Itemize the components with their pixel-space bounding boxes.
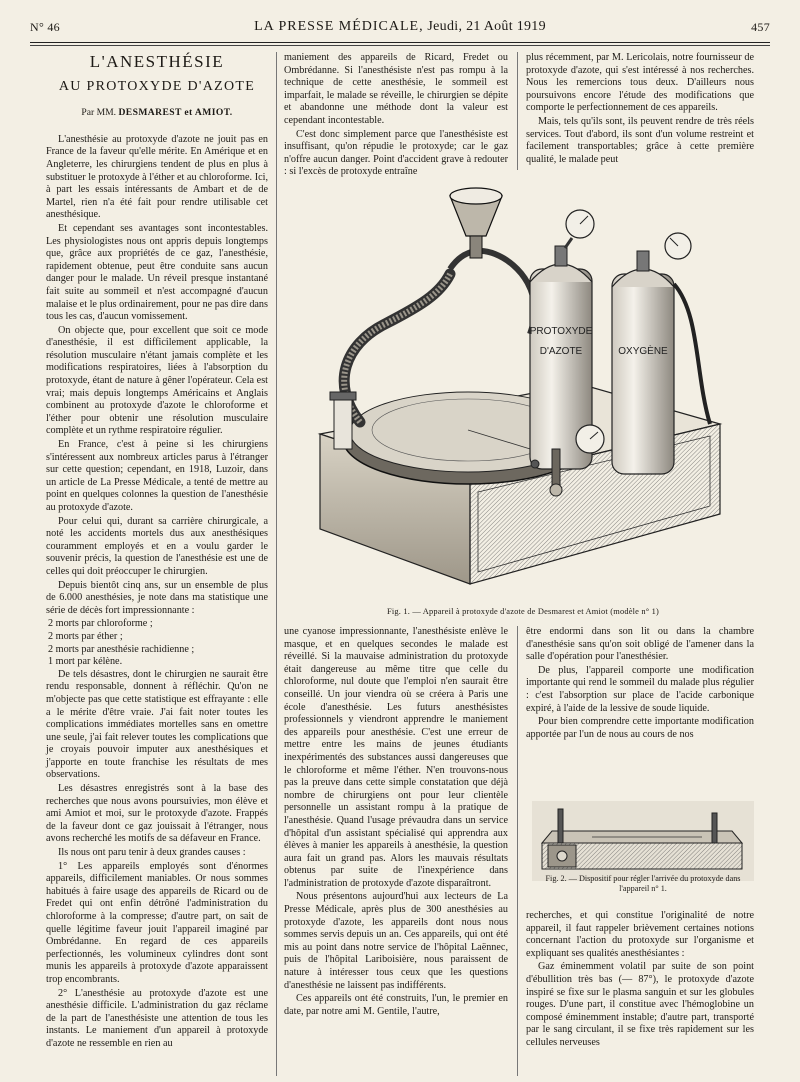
paragraph: recherches, et qui constitue l'originalité de notre appareil, il faut rappeler brièvement certaines notions concernant l'action du protoxyde sur l'organisme et expliquant ses qualités anesthésiantes : bbox=[526, 910, 754, 959]
journal-name: LA PRESSE MÉDICALE, bbox=[254, 19, 424, 34]
paragraph: Mais, tels qu'ils sont, ils peuvent rendre de très réels services. Tout d'abord, ils sont d'un volume restreint et facilement transportables; grâce à cette première qualité, le malade peut bbox=[526, 115, 754, 165]
byline-authors: DESMAREST et AMIOT. bbox=[118, 107, 233, 119]
figure-2-caption: Fig. 2. — Dispositif pour régler l'arrivée du protoxyde dans l'appareil n° 1. bbox=[545, 874, 741, 893]
cylinder-nitrous-shoulder bbox=[530, 264, 592, 282]
page-number: 457 bbox=[751, 20, 770, 34]
column-divider bbox=[276, 52, 277, 1076]
mask-neck bbox=[470, 236, 482, 258]
paragraph: De plus, l'appareil comporte une modification importante qui rend le sommeil du malade plus régulier : c'est l'absorption sur place de l'acide carbonique expiré, à l'aide de la lessive de soude liquide. bbox=[526, 664, 754, 714]
paragraph: C'est donc simplement parce que l'anesthésiste est insuffisant, qu'on répudie le protoxyde; car le gaz n'offre aucun danger. Point d'accident grave à redouter : si l'excès de protoxyde entraîne bbox=[284, 128, 508, 178]
regulator-rod-left bbox=[558, 809, 563, 843]
regulator-dial bbox=[557, 851, 567, 861]
article-title: L'ANESTHÉSIE bbox=[89, 52, 225, 71]
paragraph: L'anesthésie au protoxyde d'azote ne jouit pas en France de la faveur qu'elle mérite. En Amérique et en Angleterre, les chirurgiens tendent de plus en plus à substituer le protoxyde à l'éther et au chloroforme. Ici, à part les essais intéressants de Ambart et de de Martel, rien n'a été fait pour rendre utilisable cet anesthésique. bbox=[46, 133, 268, 221]
paragraph: une cyanose impressionnante, l'anesthésiste enlève le masque, et en quelques secondes le malade est réveillé. Si la mauvaise administration du protoxyde était dangereuse au même titre que celle du chloroforme, nul doute que l'emploi n'en saurait être conseillé. Un jour viendra où se créera à Paris une école d'anesthésie. Les futurs anesthésistes professionnels y viendront apprendre le maniement des appareils pour anesthésie. C'est une erreur de mettre entre les mains de jeunes étudiants inexpérimentés des substances aussi dangereuses que le chloroforme et même l'éther. N'en trouvons-nous pas la preuve dans cette simple constatation que déjà nombre de chirurgiens ont pour leur clientèle personnelle un assistant rompu à la pratique de l'anesthésie. Quand l'usage prévaudra dans un service d'hôpital d'un assistant spécialisé qui apprendra aux élèves à manier les appareils à anesthésie, la question aura fait un grand pas. Alors les mauvais résultats obtenus par suite de l'inexpérience dans l'administration de protoxyde d'azote disparaîtront. bbox=[284, 626, 508, 889]
stat-item: 2 morts par chloroforme ; bbox=[48, 618, 153, 630]
paragraph: Gaz éminemment volatil par suite de son point d'ébullition très bas (— 87°), le protoxyde d'azote inspiré se fixe sur le plasma sanguin et sur les globules rouges. D'une part, il constitue avec l'hémoglobine un composé éminemment instable; d'autre part, transporté par le sang circulant, il se fixe très rapidement sur les cellules nerveuses bbox=[526, 961, 754, 1048]
issue-number: N° 46 bbox=[30, 20, 60, 34]
paragraph: Pour celui qui, durant sa carrière chirurgicale, a noté les accidents mortels dus aux anesthésiques couramment employés et en a voulu garder le souvenir précis, la question de l'anesthésie est une de celles qui doit préoccuper le chirurgien. bbox=[46, 515, 268, 577]
paragraph: De tels désastres, dont le chirurgien ne saurait être rendu responsable, donnent à réfléchir. Qu'on ne m'objecte pas que cette statistique est effrayante : elle a le mérite d'être vraie. J'ai fait noter toutes les complications immédiates mortelles sans en omettre une seule, j'ai fait relever toutes les complications que je croyais pouvoir imputer aux anesthésiques et j'apporte en toute franchise les résultats de mes observations. bbox=[46, 668, 268, 781]
cylinder-label-2: D'AZOTE bbox=[539, 346, 583, 357]
mask-opening bbox=[450, 188, 502, 204]
cylinder-oxygen bbox=[612, 274, 674, 474]
paragraph: Ces appareils ont été construits, l'un, le premier en date, par notre ami M. Gentile, l'autre, bbox=[284, 993, 508, 1017]
column-3-top bbox=[526, 52, 754, 170]
article-byline bbox=[46, 107, 268, 120]
column-3-end bbox=[526, 910, 754, 1076]
nitrous-gauge-stem bbox=[565, 238, 572, 248]
paragraph: On objecte que, pour excellent que soit ce mode d'anesthésie, il est difficilement applicable, la résolution musculaire n'étant jamais complète et les modifications respiratoires, liées à l'absorption du protoxyde, étant de nature à gêner l'opérateur. Cela est vrai; mais depuis longtemps Américains et Anglais combinent au protoxyde d'azote le chloroforme et l'éther pour obtenir une résolution musculaire complète et un rythme respiratoire régulier. bbox=[46, 324, 268, 437]
column-2-bottom bbox=[284, 626, 508, 1076]
article-subtitle: AU PROTOXYDE D'AZOTE bbox=[58, 78, 256, 94]
figure-1-caption: Fig. 1. — Appareil à protoxyde d'azote de Desmarest et Amiot (modèle n° 1) bbox=[386, 607, 659, 616]
paragraph: Ils nous ont paru tenir à deux grandes causes : bbox=[58, 847, 246, 859]
column-divider bbox=[517, 626, 518, 1076]
stat-item: 2 morts par anesthésie rachidienne ; bbox=[48, 643, 195, 655]
paragraph: Pour bien comprendre cette importante modification apportée par l'un de nous au cours de nos bbox=[526, 716, 754, 740]
byline-prefix: Par MM. bbox=[81, 107, 117, 119]
regulator-rod-right bbox=[712, 813, 717, 843]
oxygen-tube bbox=[674, 284, 710, 424]
cylinder-label-3: OXYGÈNE bbox=[618, 346, 668, 357]
wash-bottle-cap bbox=[330, 392, 356, 400]
cylinder-nitrous-valve bbox=[555, 246, 567, 266]
issue-date: Jeudi, 21 Août 1919 bbox=[427, 19, 546, 34]
paragraph: 1° Les appareils employés sont d'énormes appareils, difficilement maniables. Or nous sommes habitués à faire usage des appareils de Ricard ou de Fredet qui ont enfin détrôné l'administration du chloroforme à la compresse; d'autre part, on sait de quelle légitime faveur jouit l'appareil imaginé par Ombrédanne. En regard de ces appareils perfectionnés, les volumineux cylindres dont sont munis les appareils à protoxyde d'azote apparaissent trop encombrants. bbox=[46, 860, 268, 985]
mask-tube bbox=[450, 251, 535, 334]
cylinder-oxygen-valve bbox=[637, 251, 649, 271]
regulator-valve bbox=[552, 449, 560, 489]
regulator-knob bbox=[550, 484, 562, 496]
stat-item: 2 morts par éther ; bbox=[48, 630, 123, 642]
figure-1-apparatus bbox=[290, 174, 756, 604]
paragraph: être endormi dans son lit ou dans la chambre d'anesthésie sans qu'on soit obligé de l'amener dans la salle d'opération pour l'anesthésier. bbox=[526, 626, 754, 663]
column-3-bottom bbox=[526, 626, 754, 786]
paragraph: Depuis bientôt cinq ans, sur un ensemble de plus de 6.000 anesthésies, je note dans ma statistique une série de décès fort impressionnante : bbox=[46, 579, 268, 616]
cylinder-oxygen-shoulder bbox=[612, 269, 674, 287]
header-rule bbox=[30, 42, 770, 43]
paragraph: Les désastres enregistrés sont à la base des recherches que nous avons poursuivies, mon élève et ami Amiot et moi, sur le protoxyde d'azote. Frappés de la faveur dont ce gaz jouissait à l'étranger, nous avons recherché les motifs de sa défaveur en France. bbox=[46, 783, 268, 845]
paragraph: 2° L'anesthésie au protoxyde d'azote est une anesthésie difficile. L'administration du gaz réclame de la part de l'anesthésiste une attention de tous les instants. Le maniement d'un appareil à protoxyde d'azote ne ressemble en rien au bbox=[46, 987, 268, 1049]
column-2-top bbox=[284, 52, 508, 178]
paragraph: Nous présentons aujourd'hui aux lecteurs de La Presse Médicale, après plus de 300 anesthésies au protoxyde d'azote, les appareils dont nous nous sommes servis depuis un an. Ces appareils, qui ont été mis au point dans notre service de l'hôpital Laënnec, puis de l'hôpital Lariboisière, nous paraissent de nature à intéresser tous ceux que les questions d'anesthésie ne laissent pas indifférents. bbox=[284, 891, 508, 991]
column-divider bbox=[517, 52, 518, 170]
cylinder-label-1: PROTOXYDE bbox=[529, 326, 593, 337]
stat-item: 1 mort par kélène. bbox=[48, 656, 123, 668]
valve-screw bbox=[531, 460, 539, 468]
paragraph: maniement des appareils de Ricard, Fredet ou Ombrédanne. Si l'anesthésiste n'est pas rompu à la technique de cette anesthésie, le sommeil est imparfait, le malade se réveille, le chirurgien se dépite et abandonne une méthode dont la valeur est cependant incontestable. bbox=[284, 52, 508, 126]
header-rule-thin bbox=[30, 45, 770, 46]
journal-line bbox=[30, 19, 770, 35]
paragraph: Et cependant ses avantages sont incontestables. Les physiologistes nous ont appris depuis longtemps que, grâce aux propriétés de ce gaz, l'anesthésie, rapidement obtenue, peut être conduite sans aucun danger pour le malade. Un réveil presque instantané fait suite au sommeil et n'est accompagné d'aucun malaise et le plus ordinairement, pour ne pas dire dans tous les cas, d'aucun vomissement. bbox=[46, 222, 268, 323]
running-head bbox=[30, 16, 770, 42]
paragraph: En France, c'est à peine si les chirurgiens s'intéressent aux nombreux articles parus à l'étranger sur cette question; cependant, en 1918, Luzoir, dans un article de La Presse Médicale, a tenté de mettre au point en quelques colonnes la question de l'anesthésie au protoxyde d'azote. bbox=[46, 439, 268, 513]
paragraph: plus récemment, par M. Lericolais, notre fournisseur de protoxyde d'azote, qui s'est intéressé à nos recherches. Nous les remercions tous deux. D'ailleurs nous poursuivons encore l'étude des modifications que comporte le perfectionnement de ces appareils. bbox=[526, 52, 754, 114]
wash-bottle bbox=[334, 399, 352, 449]
column-1 bbox=[46, 52, 268, 1074]
